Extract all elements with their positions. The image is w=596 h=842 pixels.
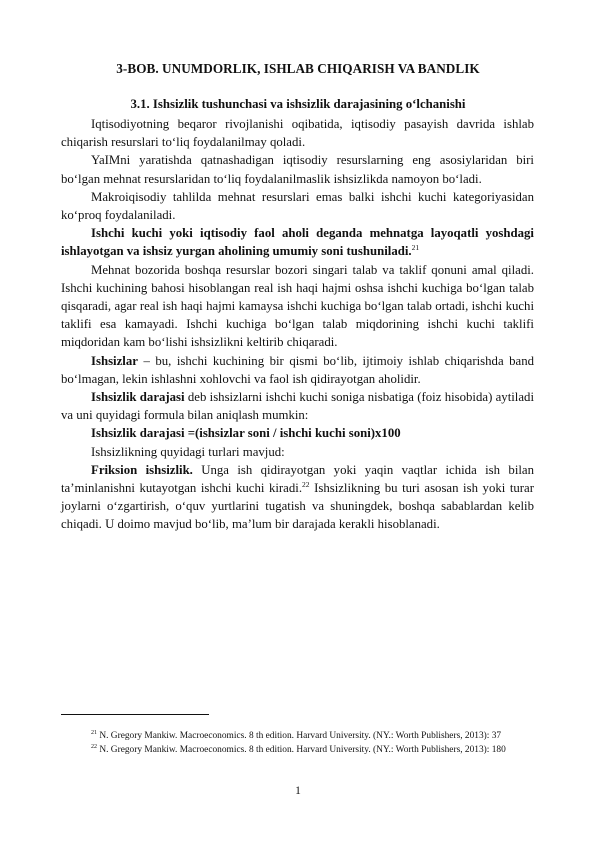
formula <box>61 424 534 442</box>
paragraph-1: Iqtisodiyotning beqaror rivojlanishi oqibatida, iqtisodiy pasayish davrida ishlab chiqarish resurslari to‘liq foydalanilmay qoladi. <box>61 117 534 150</box>
paragraph-7 <box>61 388 534 424</box>
paragraph-4 <box>61 224 534 260</box>
paragraph-7-text: deb ishsizlarni ishchi kuchi soniga nisbatiga (foiz hisobida) aytiladi va uni quyidagi formula bilan aniqlash mumkin: <box>61 390 534 423</box>
section-title: 3.1. Ishsizlik tushunchasi va ishsizlik darajasining o‘lchanishi <box>130 97 466 111</box>
footnote-marker-21: 21 <box>91 730 97 736</box>
paragraph-6-text: – bu, ishchi kuchining bir qismi bo‘lib, ijtimoiy ishlab chiqarishda band bo‘lmagan, lekin ishlashni xohlovchi va faol ish qidirayotgan aholidir. <box>61 353 534 386</box>
paragraph-3: Makroiqisodiy tahlilda mehnat resurslari emas balki ishchi kuchi kategoriyasidan ko‘proq foydalaniladi. <box>61 189 534 223</box>
footnote-ref-22[interactable]: 22 <box>302 480 310 490</box>
paragraph-8: Ishsizlikning quyidagi turlari mavjud: <box>91 444 285 459</box>
footnote-separator <box>61 714 209 715</box>
footnote-21-text: N. Gregory Mankiw. Macroeconomics. 8 th edition. Harvard University. (NY.: Worth Publishers, 2013): 37 <box>97 731 502 741</box>
term-ishsizlik-darajasi: Ishsizlik darajasi <box>91 390 185 405</box>
paragraph-5: Mehnat bozorida boshqa resurslar bozori singari talab va taklif qonuni amal qiladi. Ishchi kuchining bahosi hisoblangan real ish haqi hajmi oshsa ishchi kuchiga bo‘lgan talab qisqaradi, agar real ish haqi hajmi kamaysa ishchi kuchiga bo‘lgan talab ortadi, ishchi kuchi taklifi esa kamayadi. Ishchi kuchiga bo‘lgan talab miqdorining ishchi kuchi taklifi miqdoridan kam bo‘lishi ishsizlikni keltirib chiqaradi. <box>61 262 534 350</box>
term-ishsizlar: Ishsizlar <box>91 353 138 368</box>
paragraph-2: YaIMni yaratishda qatnashadigan iqtisodiy resurslarning eng asosiylaridan biri bo‘lgan mehnat resurslaridan to‘liq foydalanilmaslik ishsizlikda namoyon bo‘ladi. <box>61 153 534 186</box>
term-friksion-ishsizlik: Friksion ishsizlik. <box>91 462 193 477</box>
paragraph-9-text-a: Unga ish qidirayotgan yoki yaqin vaqtlar ichida ish bilan ta’minlanishni kutayotgan ishchi kuchi kiradi. <box>61 462 535 496</box>
footnote-22-text: N. Gregory Mankiw. Macroeconomics. 8 th edition. Harvard University. (NY.: Worth Publishers, 2013): 180 <box>97 745 506 756</box>
paragraph-9-text-b: Ishsizlikning bu turi asosan ish yoki turar joylarni o‘zgartirish, o‘quv yurtlarini tugatish va shuningdek, boshqa sabablardan kelib chiqadi. U doimo mavjud bo‘lib, ma’lum bir darajada kerakli hisoblanadi. <box>61 481 534 532</box>
formula-text: Ishsizlik darajasi =(ishsizlar soni / ishchi kuchi soni)x100 <box>91 426 401 441</box>
chapter-title: 3-BOB. UNUMDORLIK, ISHLAB CHIQARISH VA BANDLIK <box>116 61 480 76</box>
page-number: 1 <box>295 785 301 797</box>
footnote-marker-22: 22 <box>91 744 97 751</box>
paragraph-9 <box>61 461 534 534</box>
footnote-22 <box>61 743 534 757</box>
body-text <box>61 115 534 534</box>
footnotes <box>61 729 534 758</box>
footnote-21 <box>61 729 534 743</box>
footnote-ref-21[interactable]: 21 <box>411 243 420 253</box>
labor-force-definition: Ishchi kuchi yoki iqtisodiy faol aholi deganda mehnatga layoqatli yoshdagi ishlayotgan va ishsiz yurgan aholining umumiy soni tushuniladi. <box>61 226 534 259</box>
paragraph-6 <box>61 352 534 388</box>
